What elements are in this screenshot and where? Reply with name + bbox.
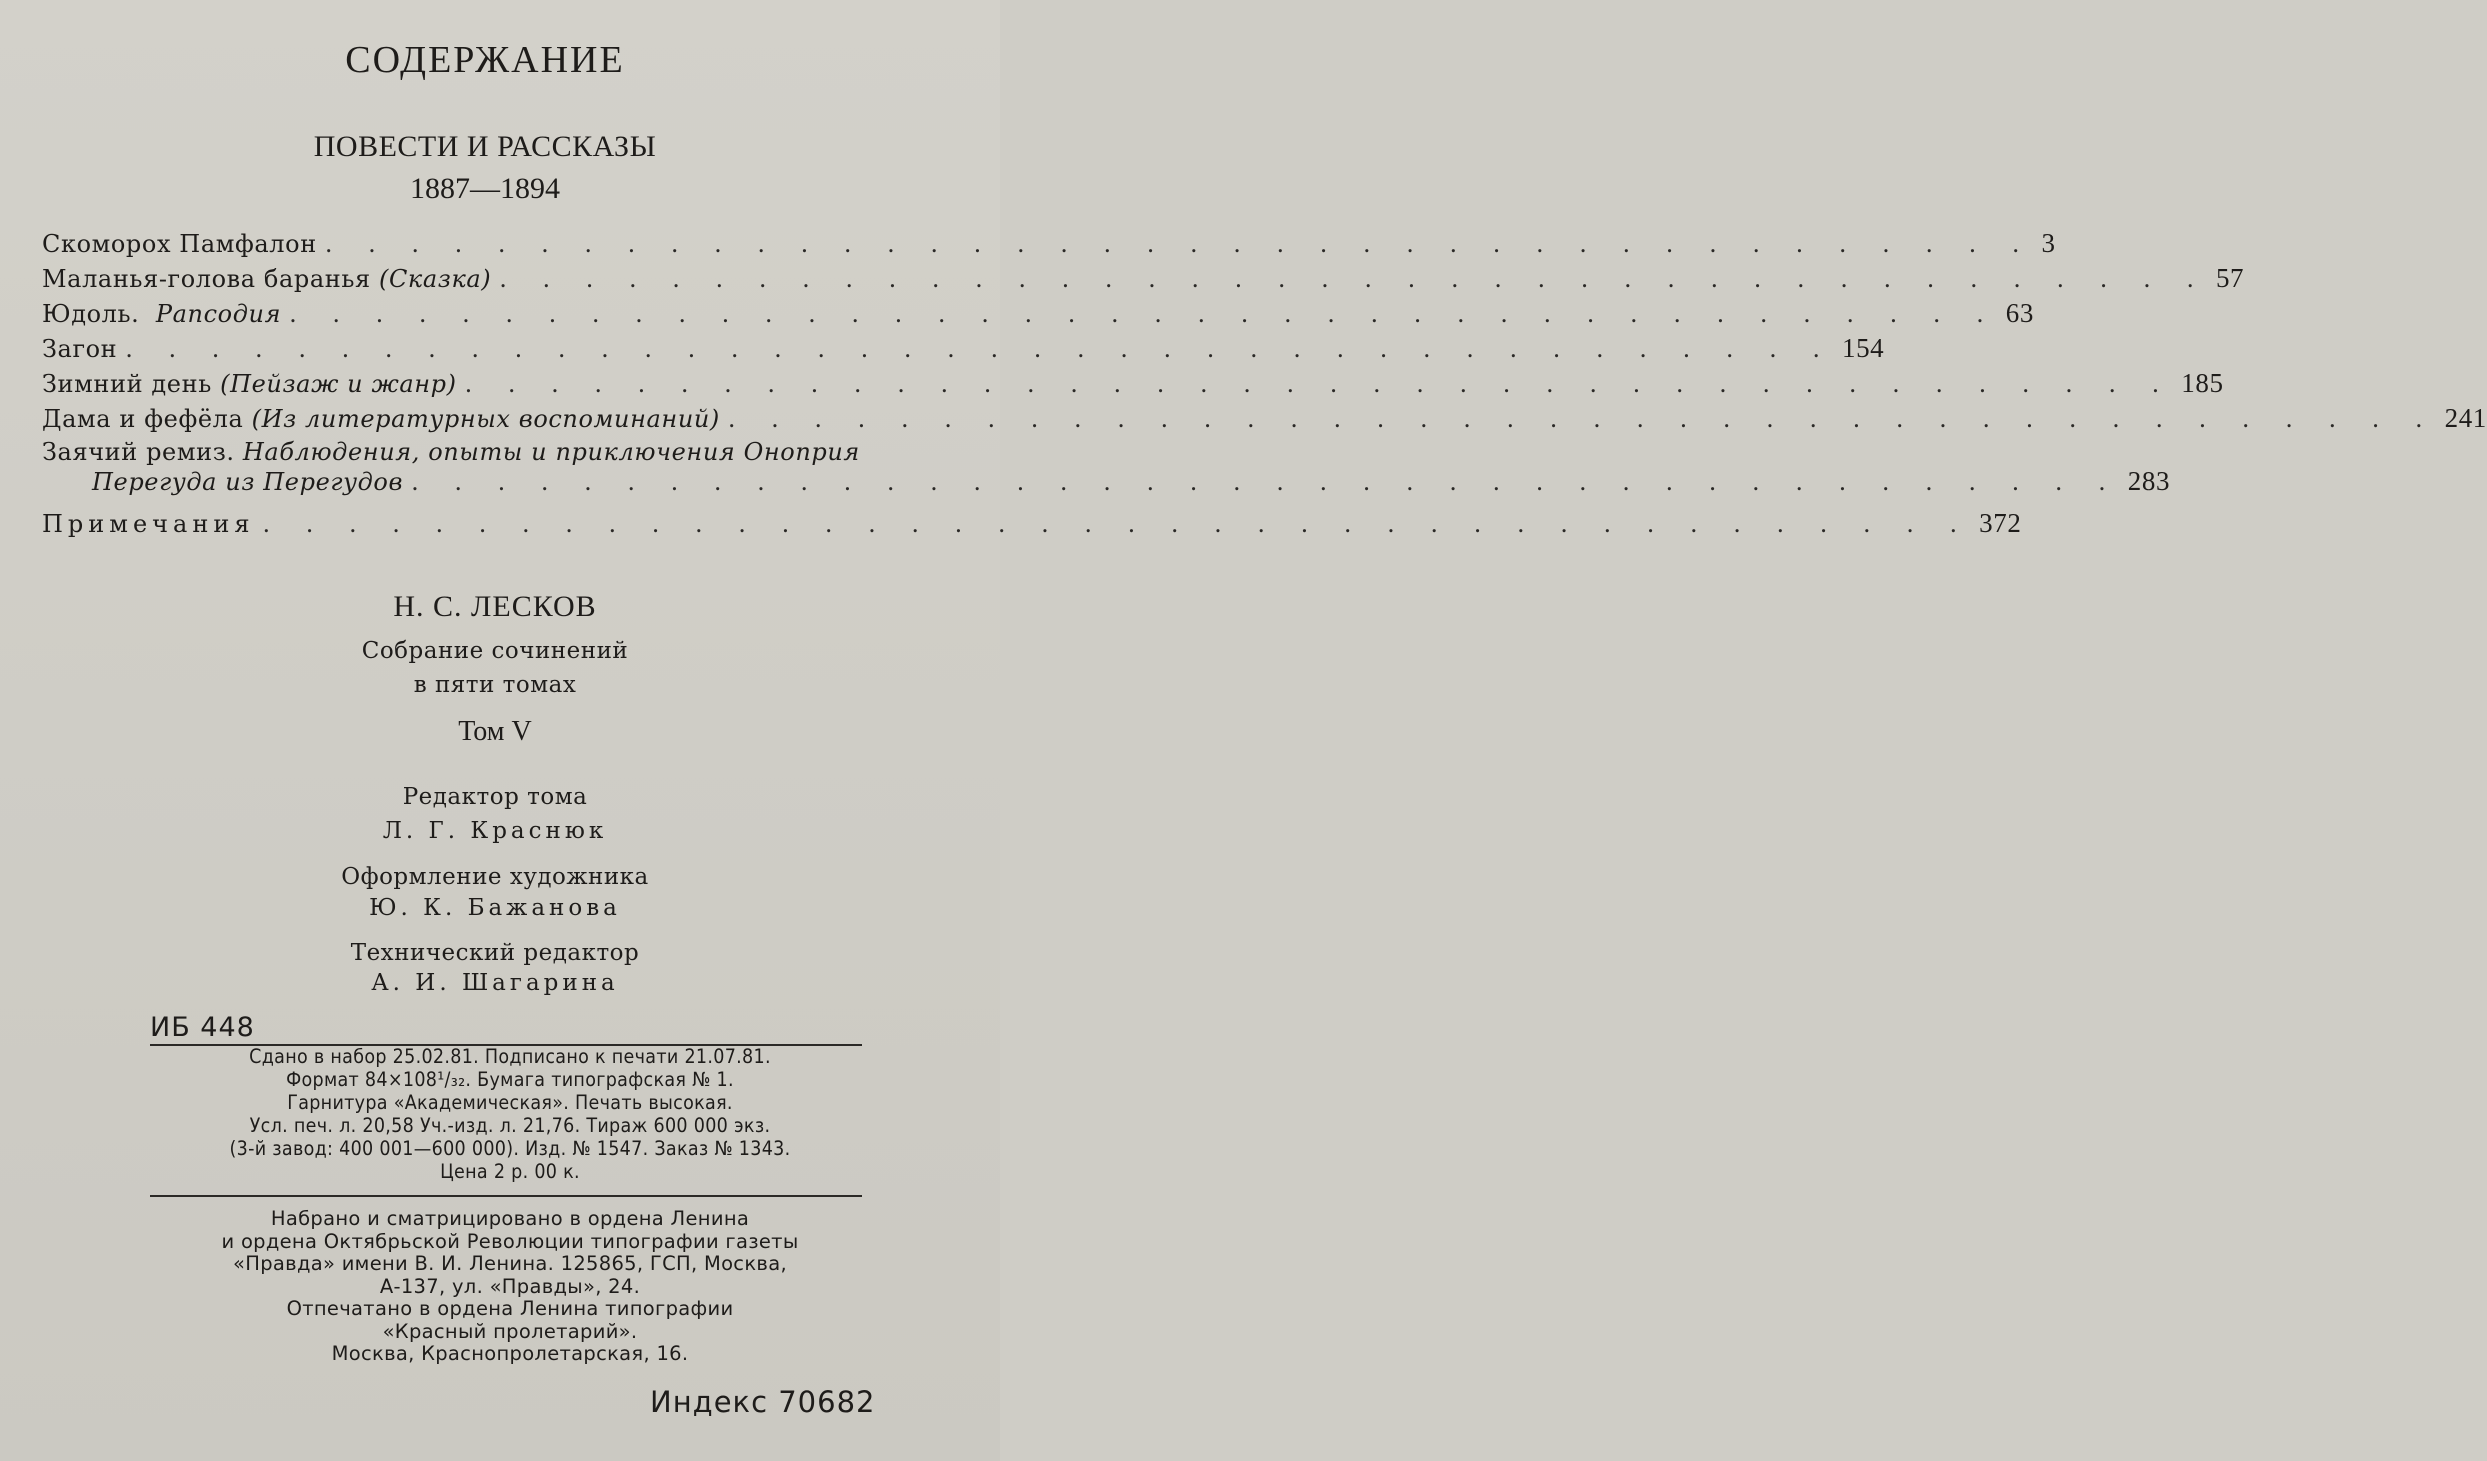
toc-entry-title: Маланья-голова баранья [42,265,371,293]
toc-entry[interactable] [42,438,2171,508]
toc-entry[interactable] [42,508,2022,543]
section-years: 1887—1894 [410,172,560,205]
toc-entry-title: Примечания [42,510,255,538]
toc-entry-page: 185 [2181,368,2224,398]
toc-entry[interactable] [42,263,2245,298]
printer-block [150,1208,870,1366]
imprint-line: Усл. печ. л. 20,58 Уч.-изд. л. 21,76. Тираж 600 000 экз. [249,1114,771,1137]
toc-entry-subtitle: Рапсодия [155,300,282,328]
contents-heading: СОДЕРЖАНИЕ [345,39,625,81]
toc-entry-title: Загон [42,335,118,363]
imprint-line: (3-й завод: 400 001—600 000). Изд. № 1547. Заказ № 1343. [229,1137,791,1160]
toc-entry[interactable] [42,228,2056,263]
collection-title: Собрание сочинений [361,638,629,664]
tech-editor-name: А. И. Шагарина [371,970,619,996]
printer-line: Отпечатано в ордена Ленина типографии [286,1297,734,1320]
dot-leader: . . . . . . . . . . . . . . . . . . . . . . . . . . . . . . . . . . . . . . . . [125,335,1834,363]
ib-number: ИБ 448 [150,1012,255,1043]
toc-entry-page: 3 [2041,228,2056,258]
toc-entry-subtitle: (Из литературных воспоминаний) [251,405,720,433]
dot-leader: . . . . . . . . . . . . . . . . . . . . . . . . . . . . . . . . . . . . . . . . [727,405,2437,433]
imprint-line: Сдано в набор 25.02.81. Подписано к печати 21.07.81. [249,1045,771,1068]
toc-entry-page: 154 [1841,333,1885,363]
dot-leader: . . . . . . . . . . . . . . . . . . . . . . . . . . . . . . . . . . . . . . . . [464,370,2174,398]
toc-entry-page: 283 [2127,466,2171,496]
dot-leader: . . . . . . . . . . . . . . . . . . . . . . . . . . . . . . . . . . . . . . . . [324,230,2034,258]
toc-entry-subtitle: (Сказка) [379,265,492,293]
toc-entry-page: 241 [2444,403,2487,433]
dot-leader: . . . . . . . . . . . . . . . . . . . . . . . . . . . . . . . . . . . . . . . . [289,300,1998,328]
printer-line: А-137, ул. «Правды», 24. [379,1274,641,1298]
dot-leader: . . . . . . . . . . . . . . . . . . . . . . . . . . . . . . . . . . . . . . . . [262,510,1972,538]
toc-entry-title: Юдоль. [42,300,140,328]
printer-line: и ордена Октябрьской Революции типографии газеты [221,1229,799,1253]
designer-name: Ю. К. Бажанова [369,895,621,921]
tech-editor-label: Технический редактор [350,940,640,966]
printer-line: «Красный пролетарий». [382,1319,638,1343]
editor-label: Редактор тома [402,784,588,810]
toc-entry-subtitle: Наблюдения, опыты и приключения Оноприя [242,438,860,466]
toc-entry-title: Скоморох Памфалон [42,230,317,258]
toc-entry-page: 63 [2005,298,2034,328]
toc-entry-subtitle: (Пейзаж и жанр) [220,370,457,398]
toc-entry[interactable] [42,333,1885,368]
index-code: Индекс 70682 [650,1385,876,1419]
toc-entry[interactable] [42,298,2034,333]
section-title: ПОВЕСТИ И РАССКАЗЫ [313,130,657,163]
toc-entry-title: Зимний день [42,370,212,398]
toc-entry-subtitle-cont: Перегуда из Перегудов [92,468,404,496]
dot-leader: . . . . . . . . . . . . . . . . . . . . . . . . . . . . . . . . . . . . . . . . [499,265,2208,293]
editor-name: Л. Г. Краснюк [382,818,608,844]
toc-entry-page: 57 [2215,263,2245,293]
toc-entry[interactable] [42,403,2487,438]
imprint-block [150,1045,870,1183]
volume-number: Том V [458,716,532,747]
dot-leader: . . . . . . . . . . . . . . . . . . . . . . . . . . . . . . . . . . . . . . . . [411,468,2120,496]
printer-line: Набрано и сматрицировано в ордена Ленина [270,1207,750,1230]
toc-entry[interactable] [42,368,2224,403]
designer-label: Оформление художника [341,864,649,890]
printer-line: Москва, Краснопролетарская, 16. [331,1342,689,1365]
imprint-line: Формат 84×108¹/₃₂. Бумага типографская № 1. [286,1068,734,1091]
table-of-contents [42,228,2487,543]
imprint-line: Гарнитура «Академическая». Печать высокая. [287,1091,733,1114]
toc-entry-title: Дама и фефёла [42,405,244,433]
divider [150,1195,862,1197]
imprint-line: Цена 2 р. 00 к. [440,1160,580,1183]
toc-entry-page: 372 [1979,508,2022,538]
collection-subtitle: в пяти томах [413,672,577,698]
toc-entry-title: Заячий ремиз. [42,438,235,466]
author-name: Н. С. ЛЕСКОВ [393,590,597,623]
printer-line: «Правда» имени В. И. Ленина. 125865, ГСП, Москва, [233,1252,787,1275]
